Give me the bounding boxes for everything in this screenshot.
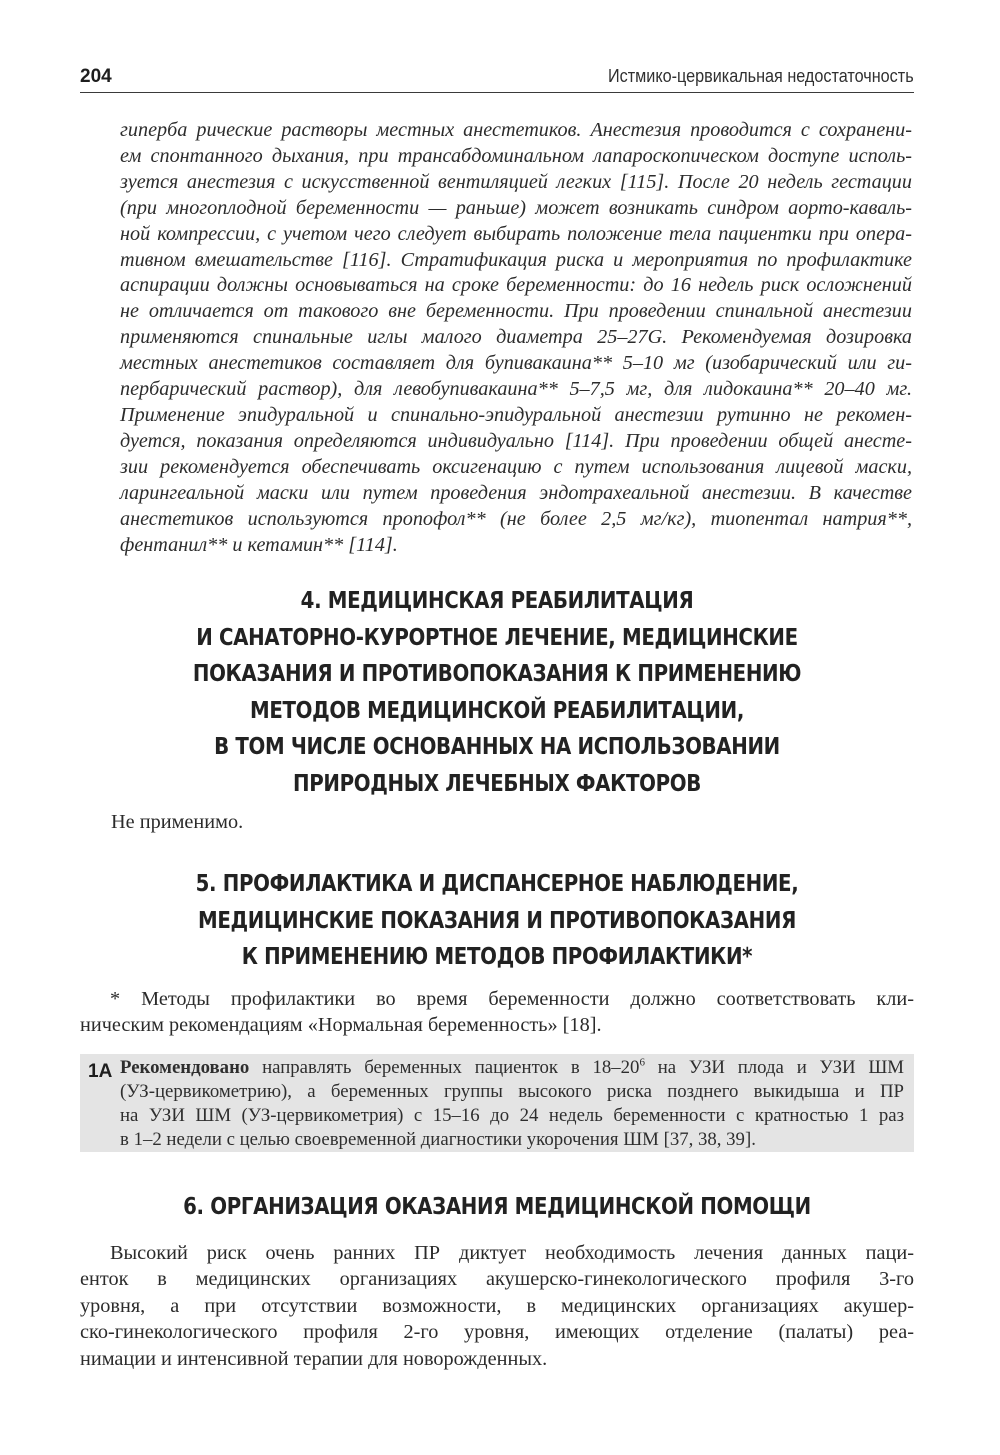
text-line: (при многоплодной беременности — раньше) может возникать синдром аорто-каваль- — [120, 196, 912, 219]
text-line: Применение эпидуральной и спинально-эпидуральной анестезии рутинно не рекомен- — [120, 403, 912, 426]
recommendation-fragment: на УЗИ плода и УЗИ ШМ — [644, 1057, 904, 1078]
page-header — [80, 60, 914, 93]
text-line: не отличается от такового вне беременности. При проведении спинальной анестезии — [120, 300, 912, 323]
text-line: ной компрессии, с учетом чего следует выбирать положение тела пациентки при опера- — [120, 222, 912, 245]
text-line: (УЗ-цервикометрию), а беременных группы высокого риска позднего выкидыша и ПР — [120, 1081, 904, 1102]
text-line: уровня, а при отсутствии возможности, в медицинских организациях акушер- — [80, 1294, 914, 1317]
text-line: ем спонтанного дыхания, при трансабдоминальном лапароскопическом доступе исполь- — [120, 144, 912, 167]
text-line: фентанил** и кетамин** [114]. — [120, 533, 398, 556]
text-line: ническим рекомендациям «Нормальная беременность» [18]. — [80, 1014, 602, 1037]
text-line: на УЗИ ШМ (УЗ-цервикометрия) с 15–16 до 24 недель беременности с кратностью 1 раз — [120, 1105, 904, 1126]
text-line: нимации и интенсивной терапии для новорожденных. — [80, 1347, 548, 1370]
heading-line: 6. ОРГАНИЗАЦИЯ ОКАЗАНИЯ МЕДИЦИНСКОЙ ПОМОЩИ — [183, 1194, 811, 1220]
heading-line: К ПРИМЕНЕНИЮ МЕТОДОВ ПРОФИЛАКТИКИ* — [241, 944, 753, 970]
recommendation-text — [120, 1056, 904, 1152]
text-line: пербарический раствор), для левобупивакаина** 5–7,5 мг, для лидокаина** 20–40 мг. — [120, 378, 912, 401]
text-line: местных анестетиков составляет для бупивакаина** 5–10 мг (изобарический или ги- — [120, 352, 912, 375]
recommendation-box — [80, 1054, 914, 1152]
text-line: зуется анестезия с искусственной вентиляцией легких [115]. После 20 недель гестации — [120, 170, 912, 193]
text-line: зии рекомендуется обеспечивать оксигенацию с путем использования лицевой маски, — [120, 455, 912, 478]
section-6-heading — [80, 1189, 914, 1226]
heading-line: ПОКАЗАНИЯ И ПРОТИВОПОКАЗАНИЯ К ПРИМЕНЕНИЮ — [192, 661, 802, 687]
text-line: * Методы профилактики во время беременности должно соответствовать кли- — [110, 988, 914, 1010]
text-line — [120, 1056, 904, 1080]
heading-line: В ТОМ ЧИСЛЕ ОСНОВАННЫХ НА ИСПОЛЬЗОВАНИИ — [214, 734, 780, 760]
text-line: аспирации должны основываться на сроке беременности: до 16 недель риск осложнений — [120, 274, 912, 297]
text-line: гиперба рические растворы местных анестетиков. Анестезия проводится с сохранени- — [120, 119, 912, 141]
recommendation-lead: Рекомендовано — [120, 1057, 250, 1078]
text-line: в 1–2 недели с целью своевременной диагностики укорочения ШМ [37, 38, 39]. — [120, 1129, 756, 1150]
text-line: Высокий риск очень ранних ПР диктует необходимость лечения данных паци- — [110, 1242, 914, 1264]
section-5-footnote — [80, 986, 914, 1039]
heading-line: 5. ПРОФИЛАКТИКА И ДИСПАНСЕРНОЕ НАБЛЮДЕНИЕ, — [195, 871, 799, 897]
text-line: применяются спинальные иглы малого диаметра 25–27G. Рекомендуемая дозировка — [120, 326, 912, 349]
section-5-heading — [80, 866, 914, 976]
heading-line: И САНАТОРНО-КУРОРТНОЕ ЛЕЧЕНИЕ, МЕДИЦИНСКИЕ — [196, 624, 798, 651]
text-line: енток в медицинских организациях акушерско-гинекологического профиля 3-го — [80, 1268, 914, 1291]
heading-line: МЕТОДОВ МЕДИЦИНСКОЙ РЕАБИЛИТАЦИИ, — [249, 697, 745, 724]
text-line: тивном вмешательстве [116]. Стратификация риска и мероприятия по профилактике — [120, 248, 912, 271]
running-title: Истмико-цервикальная недостаточность — [608, 66, 914, 86]
heading-line: МЕДИЦИНСКИЕ ПОКАЗАНИЯ И ПРОТИВОПОКАЗАНИЯ — [198, 907, 796, 934]
recommendation-fragment: направлять беременных пациенток в 18–20 — [249, 1057, 640, 1078]
recommendation-grade: 1А — [88, 1061, 113, 1082]
heading-line: ПРИРОДНЫХ ЛЕЧЕБНЫХ ФАКТОРОВ — [293, 770, 701, 797]
section-4-heading — [80, 583, 914, 802]
text-line: анестетиков используются пропофол** (не более 2,5 мг/кг), тиопентал натрия**, — [120, 507, 912, 530]
section-6-body — [80, 1240, 914, 1372]
text-line: дуется, показания определяются индивидуально [114]. При проведении общей анесте- — [120, 429, 912, 452]
text-line: ско-гинекологического профиля 2-го уровня, имеющих отделение (палаты) реа- — [80, 1321, 914, 1344]
text-line: ларингеальной маски или путем проведения эндотрахеальной анестезии. В качестве — [120, 481, 912, 504]
anesthesia-paragraph — [120, 118, 912, 558]
page-number: 204 — [80, 66, 112, 87]
heading-line: 4. МЕДИЦИНСКАЯ РЕАБИЛИТАЦИЯ — [300, 588, 694, 614]
superscript: 6 — [639, 1056, 645, 1069]
section-4-body: Не применимо. — [111, 811, 244, 833]
